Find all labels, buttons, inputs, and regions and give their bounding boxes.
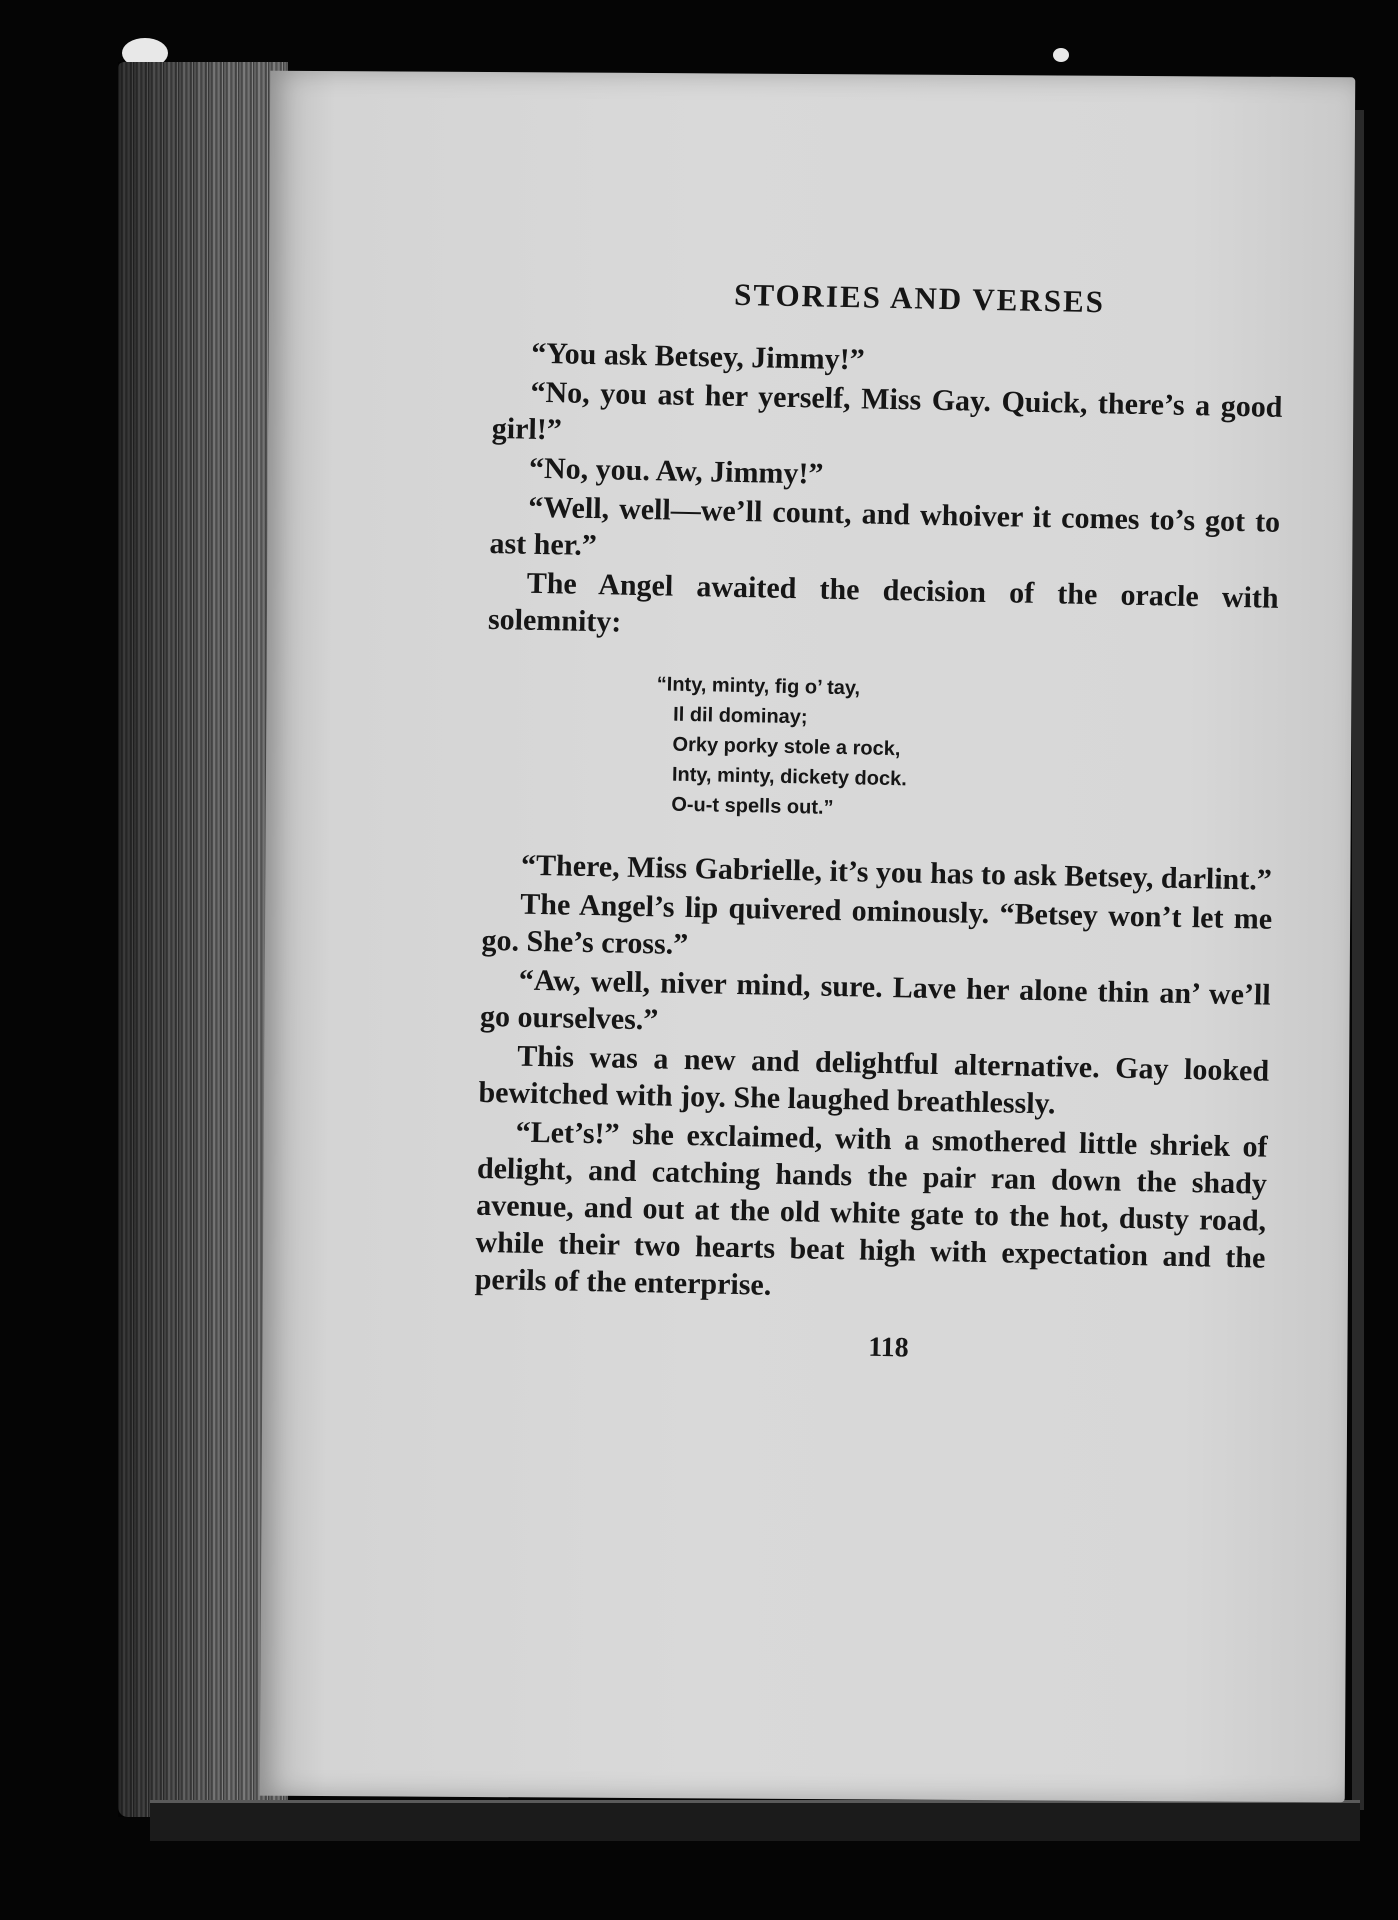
paragraph: “No, you ast her yerself, Miss Gay. Quick, there’s a good girl!” (491, 375, 1283, 447)
paragraph: This was a new and delightful alternative. Gay looked bewitched with joy. She laughed breathlessly. (478, 1039, 1270, 1121)
paragraph: “Let’s!” she exclaimed, with a smothered little shriek of delight, and catching hands the pair ran down the shady avenue, and out at the old white gate to the hot, dusty road, while their two hearts beat high with expectation and the perils of the enterprise. (474, 1115, 1268, 1302)
paragraph: The Angel’s lip quivered ominously. “Betsey won’t let me go. She’s cross.” (481, 887, 1273, 962)
book-bottom-edge (150, 1800, 1360, 1841)
verse-line: Orky porky stole a rock, (672, 733, 901, 761)
verse-line: O-u-t spells out.” (671, 793, 834, 819)
paragraph: “Aw, well, niver mind, sure. Lave her alone thin an’ we’ll go ourselves.” (479, 963, 1271, 1037)
scan-speck (1053, 48, 1069, 62)
verse (654, 669, 1277, 831)
running-head: STORIES AND VERSES (733, 276, 1106, 320)
page-text (473, 272, 1285, 1372)
verse-line: Il dil dominay; (672, 703, 808, 729)
book-right-edge (1352, 110, 1364, 1810)
verse-line: “Inty, minty, fig o’ tay, (656, 673, 861, 700)
paragraph: “Well, well—we’ll count, and whoiver it comes to’s got to ast her.” (489, 490, 1281, 563)
paragraph: “You ask Betsey, Jimmy!” (531, 336, 865, 377)
paragraph: “There, Miss Gabrielle, it’s you has to ask Betsey, darlint.” (520, 848, 1273, 897)
page-number: 118 (867, 1331, 910, 1364)
paragraph: “No, you. Aw, Jimmy!” (528, 451, 824, 491)
paragraph: The Angel awaited the decision of the oracle with solemnity: (487, 566, 1279, 639)
verse-line: Inty, minty, dickety dock. (671, 763, 907, 791)
